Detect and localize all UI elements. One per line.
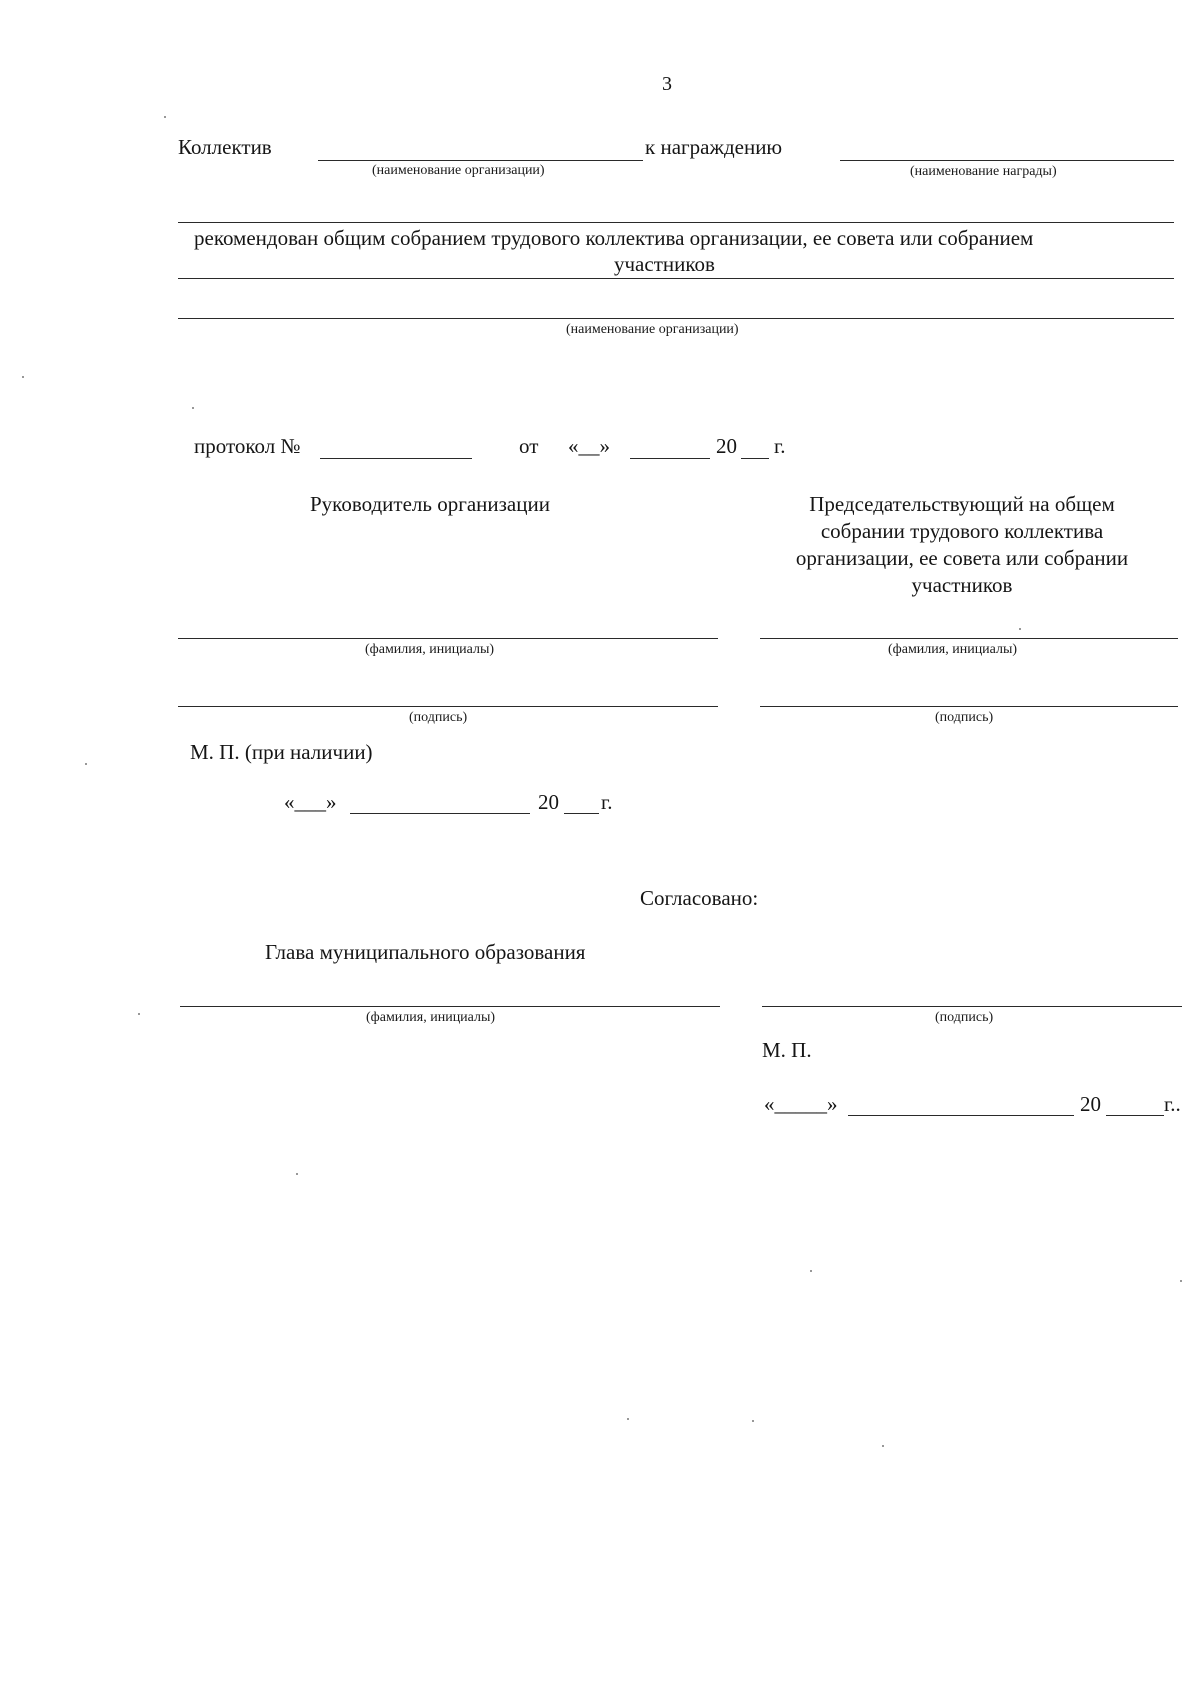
protocol-from-label: от [519,434,539,458]
date-day-field[interactable]: «___» [284,790,337,814]
scan-speck [627,1418,629,1420]
chairperson-title-line: собрании трудового коллектива [820,519,1104,543]
date-year-field[interactable] [564,813,599,814]
chairperson-title-line: участников [911,573,1013,597]
page-number: 3 [662,73,672,95]
organization-name-field[interactable] [318,160,643,161]
chairperson-title-line: Председательствующий на общем [809,492,1115,516]
approval-heading: Согласовано: [640,886,759,910]
recommendation-top-line[interactable] [178,222,1174,223]
head-of-organization-title: Руководитель организации [310,492,550,516]
protocol-label: протокол № [194,434,301,458]
scan-speck [296,1173,298,1175]
scan-speck [1180,1280,1182,1282]
award-label: к награждению [645,135,783,159]
recommendation-org-caption: (наименование организации) [566,322,739,337]
chair-name-field[interactable] [760,638,1178,639]
scan-speck [882,1445,884,1447]
protocol-year-prefix: 20 [716,434,737,458]
scan-speck [810,1270,812,1272]
municipal-head-signature-field[interactable] [762,1006,1182,1007]
date-month-field[interactable] [350,813,530,814]
date-year-suffix: г. [601,790,613,814]
head-signature-caption: (подпись) [409,710,468,725]
scan-speck [22,376,24,378]
head-name-field[interactable] [178,638,718,639]
approval-stamp-label: М. П. [762,1038,812,1062]
approval-date-year-field[interactable] [1106,1115,1164,1116]
chairperson-title-line: организации, ее совета или собрании [795,546,1129,570]
municipal-head-title: Глава муниципального образования [265,940,586,964]
chair-signature-field[interactable] [760,706,1178,707]
protocol-year-suffix: г. [774,434,786,458]
chair-signature-caption: (подпись) [935,710,994,725]
protocol-number-field[interactable] [320,458,472,459]
award-name-field[interactable] [840,160,1174,161]
scan-speck [164,116,166,118]
protocol-year-field[interactable] [741,458,769,459]
recommendation-line-1: рекомендован общим собранием трудового коллектива организации, ее совета или собранием [194,226,1034,250]
chair-name-caption: (фамилия, инициалы) [888,642,1018,657]
protocol-month-field[interactable] [630,458,710,459]
approval-date-month-field[interactable] [848,1115,1074,1116]
stamp-label: М. П. (при наличии) [190,740,373,764]
approval-date-year-prefix: 20 [1080,1092,1101,1116]
municipal-head-name-caption: (фамилия, инициалы) [366,1010,496,1025]
scan-speck [138,1013,140,1015]
scan-speck [752,1420,754,1422]
protocol-day-field[interactable]: «__» [568,434,610,458]
approval-date-day-field[interactable]: «_____» [764,1092,838,1116]
scan-speck [85,763,87,765]
municipal-head-signature-caption: (подпись) [935,1010,994,1025]
scan-speck [1019,628,1021,630]
municipal-head-name-field[interactable] [180,1006,720,1007]
head-signature-field[interactable] [178,706,718,707]
recommendation-org-field[interactable] [178,318,1174,319]
recommendation-line-2: участников [614,252,715,276]
collective-label: Коллектив [178,135,272,159]
organization-caption: (наименование организации) [372,163,545,178]
approval-date-year-suffix: г.. [1164,1092,1181,1116]
scan-speck [192,407,194,409]
date-year-prefix: 20 [538,790,559,814]
chairperson-title [760,491,1164,599]
award-caption: (наименование награды) [910,164,1057,179]
recommendation-underline [178,278,1174,279]
head-name-caption: (фамилия, инициалы) [365,642,495,657]
